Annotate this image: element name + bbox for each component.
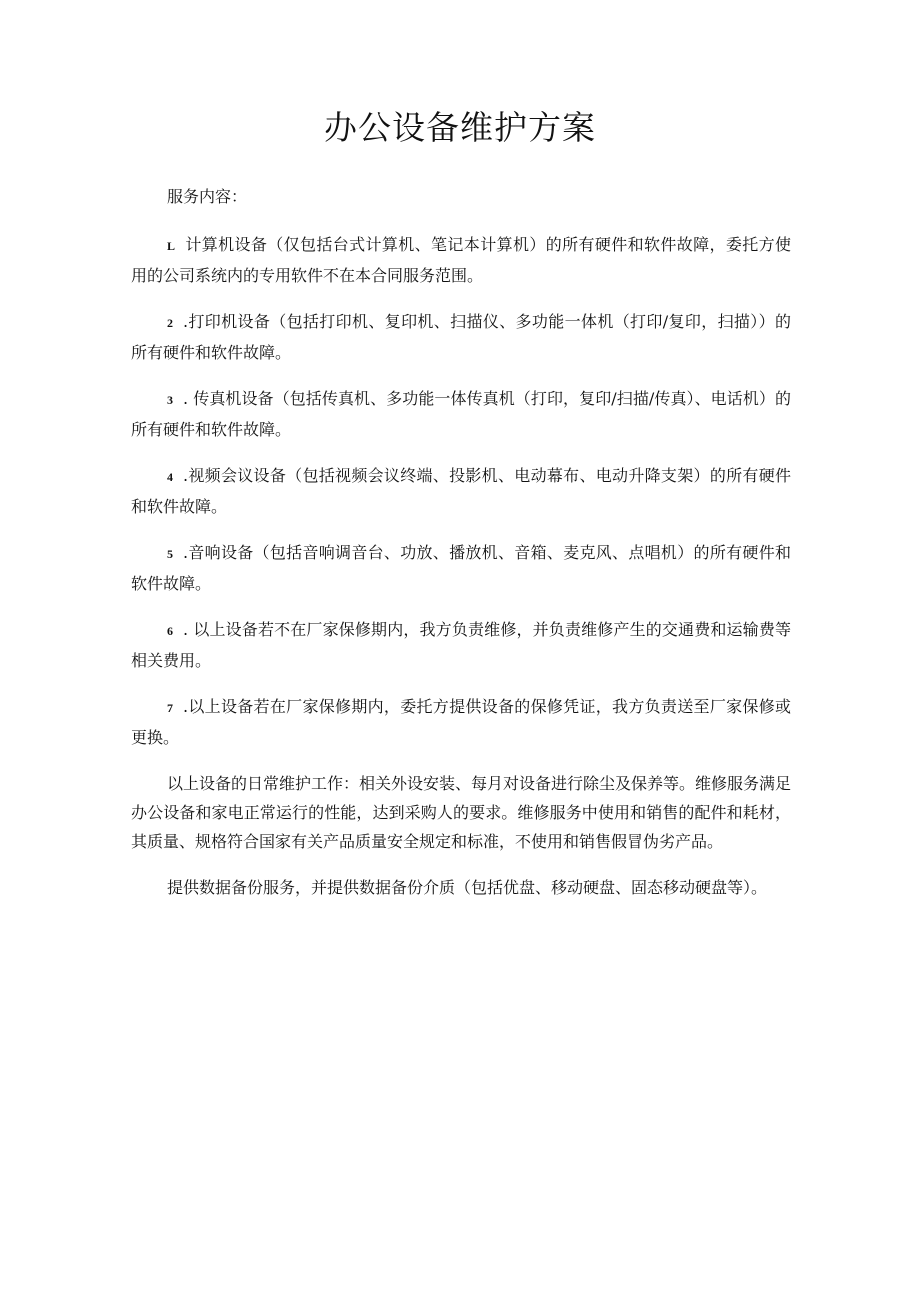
item-number: 3 xyxy=(167,393,173,407)
item-text: 计算机设备（仅包括台式计算机、笔记本计算机）的所有硬件和软件故障，委托方使用的公司系统内的专用软件不在本合同服务范围。 xyxy=(131,235,791,285)
item-text: .视频会议设备（包括视频会议终端、投影机、电动幕布、电动升降支架）的所有硬件和软件故障。 xyxy=(131,466,791,516)
item-number: 6 xyxy=(167,624,173,638)
item-text: .以上设备若在厂家保修期内，委托方提供设备的保修凭证，我方负责送至厂家保修或更换。 xyxy=(131,697,791,747)
item-text: .音响设备（包括音响调音台、功放、播放机、音箱、麦克风、点唱机）的所有硬件和软件故障。 xyxy=(131,543,791,593)
item-number: L xyxy=(167,239,176,253)
item-text: . 传真机设备（包括传真机、多功能一体传真机（打印，复印/扫描/传真）、电话机）的所有硬件和软件故障。 xyxy=(131,389,791,439)
data-backup-paragraph: 提供数据备份服务，并提供数据备份介质（包括优盘、移动硬盘、固态移动硬盘等）。 xyxy=(167,878,768,897)
service-item-2 xyxy=(131,307,791,367)
service-content-heading: 服务内容： xyxy=(167,187,248,206)
document-title: 办公设备维护方案 xyxy=(324,108,596,147)
daily-maintenance-paragraph: 以上设备的日常维护工作：相关外设安装、每月对设备进行除尘及保养等。维修服务满足办公设备和家电正常运行的性能，达到采购人的要求。维修服务中使用和销售的配件和耗材，其质量、规格符合国家有关产品质量安全规定和标准，不使用和销售假冒伪劣产品。 xyxy=(131,774,792,851)
item-text: .打印机设备（包括打印机、复印机、扫描仪、多功能一体机（打印/复印，扫描））的所有硬件和软件故障。 xyxy=(131,312,791,362)
service-item-5 xyxy=(131,538,791,598)
service-item-6 xyxy=(131,615,791,675)
item-number: 2 xyxy=(167,316,173,330)
item-text: . 以上设备若不在厂家保修期内，我方负责维修，并负责维修产生的交通费和运输费等相关费用。 xyxy=(131,620,791,670)
service-item-7 xyxy=(131,692,791,752)
item-number: 5 xyxy=(167,547,173,561)
item-number: 4 xyxy=(167,470,173,484)
document-body xyxy=(131,182,791,919)
service-item-1 xyxy=(131,230,791,290)
service-item-4 xyxy=(131,461,791,521)
item-number: 7 xyxy=(167,701,173,715)
service-item-3 xyxy=(131,384,791,444)
